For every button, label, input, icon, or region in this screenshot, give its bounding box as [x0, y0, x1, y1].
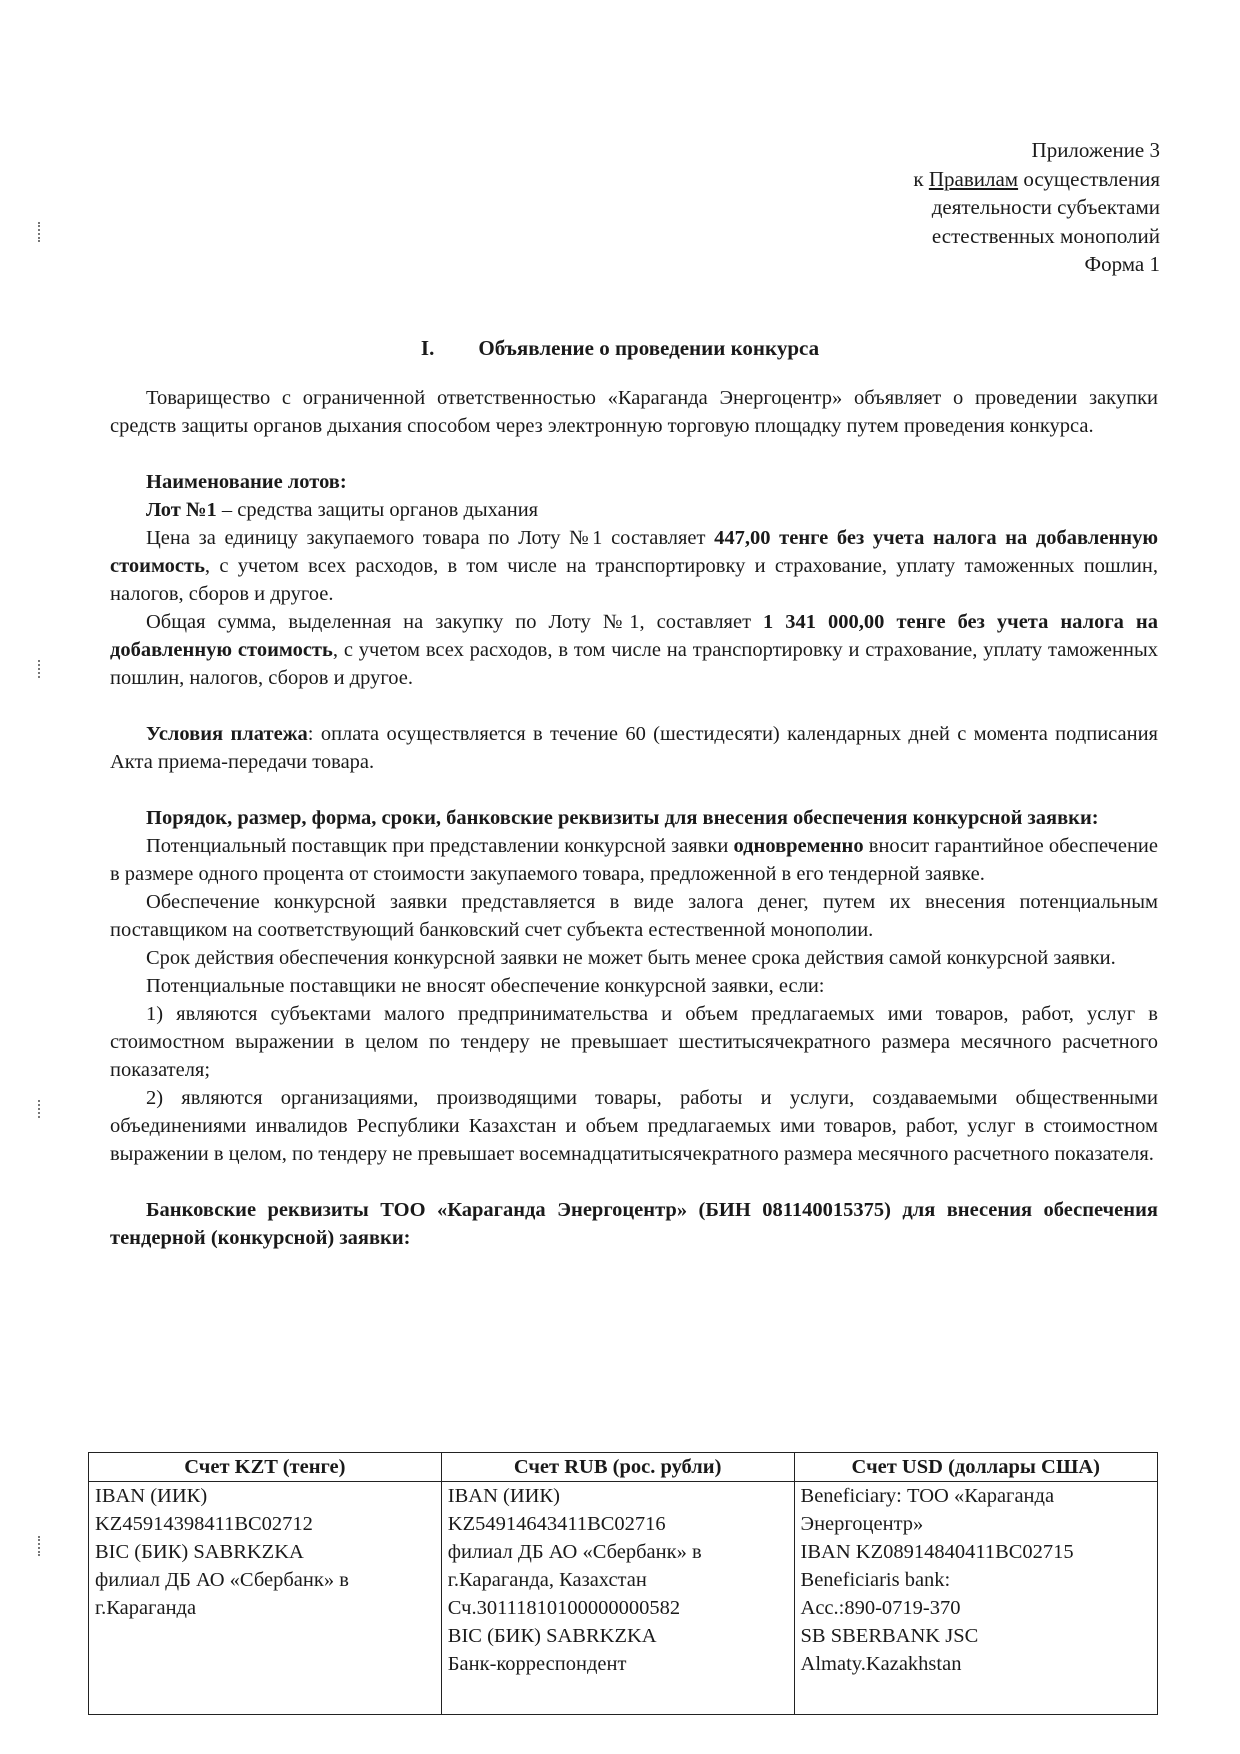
table-header-row — [89, 1453, 1158, 1482]
usd-account-cell: Beneficiary: ТОО «Караганда Энергоцентр» IBAN KZ08914840411BC02715 Beneficiaris bank: Acc.:890-0719-370 SB SBERBANK JSC Almaty.Kazakhstan — [794, 1482, 1157, 1715]
security-paragraph: Потенциальные поставщики не вносят обеспечение конкурсной заявки, если: — [146, 975, 825, 997]
payment-terms-paragraph: Условия платежа: оплата осуществляется в течение 60 (шестидесяти) календарных дней с момента подписания Акта приема-передачи товара. — [110, 723, 1158, 773]
rub-account-cell: IBAN (ИИК) KZ54914643411BC02716 филиал ДБ АО «Сбербанк» в г.Караганда, Казахстан Сч.30111810100000000582 BIC (БИК) SABRKZKA Банк-корреспондент — [441, 1482, 794, 1715]
security-paragraph: Потенциальный поставщик при представлении конкурсной заявки одновременно вносит гарантийное обеспечение в размере одного процента от стоимости закупаемого товара, предложенной в его тендерной заявке. — [110, 835, 1158, 885]
annex-line: Приложение 3 — [1031, 138, 1160, 162]
payment-terms-label: Условия платежа — [146, 723, 308, 745]
section-number: I. — [420, 336, 435, 360]
scan-margin-mark — [38, 1536, 43, 1556]
kzt-account-cell: IBAN (ИИК) KZ45914398411BC02712 BIC (БИК) SABRKZKA филиал ДБ АО «Сбербанк» в г.Караганда — [89, 1482, 442, 1715]
column-header-kzt: Счет KZT (тенге) — [89, 1453, 442, 1482]
rules-link[interactable]: Правилам — [928, 166, 1019, 191]
bank-details-table — [88, 1452, 1158, 1715]
bank-details-title: Банковские реквизиты ТОО «Караганда Энергоцентр» (БИН 081140015375) для внесения обеспечения тендерной (конкурсной) заявки: — [110, 1199, 1158, 1249]
intro-paragraph: Товарищество с ограниченной ответственностью «Караганда Энергоцентр» объявляет о проведении закупки средств защиты органов дыхания способом через электронную торговую площадку путем проведения конкурса. — [110, 387, 1158, 437]
lots-title: Наименование лотов: — [146, 471, 347, 493]
security-paragraph: Обеспечение конкурсной заявки представляется в виде залога денег, путем их внесения потенциальным поставщиком на соответствующий банковский счет субъекта естественной монополии. — [110, 891, 1158, 941]
unit-price-paragraph: Цена за единицу закупаемого товара по Лоту №1 составляет 447,00 тенге без учета налога на добавленную стоимость, с учетом всех расходов, в том числе на транспортировку и страхование, уплату таможенных пошлин, налогов, сборов и другое. — [110, 527, 1158, 605]
annex-line: деятельности субъектами — [931, 195, 1160, 219]
section-title: Объявление о проведении конкурса — [478, 336, 820, 360]
unit-price: 447,00 тенге без учета налога на добавленную стоимость — [110, 527, 1158, 577]
scan-margin-mark — [38, 222, 43, 242]
security-paragraph: Срок действия обеспечения конкурсной заявки не может быть менее срока действия самой конкурсной заявки. — [146, 947, 1116, 969]
total-amount: 1 341 000,00 тенге без учета налога на добавленную стоимость — [110, 611, 1158, 661]
total-amount-paragraph: Общая сумма, выделенная на закупку по Лоту №1, составляет 1 341 000,00 тенге без учета налога на добавленную стоимость, с учетом всех расходов, в том числе на транспортировку и страхование, уплату таможенных пошлин, налогов, сборов и другое. — [110, 611, 1158, 689]
table-row — [89, 1482, 1158, 1715]
annex-line: естественных монополий — [931, 223, 1160, 248]
exemption-item: 1) являются субъектами малого предпринимательства и объем предлагаемых ими товаров, работ, услуг в стоимостном выражении в целом по тендеру не превышает шеститысячекратного размера месячного расчетного показателя; — [110, 1003, 1158, 1081]
annex-block — [913, 136, 1160, 279]
section-heading — [0, 336, 1240, 361]
annex-line: к Правилам осуществления — [913, 166, 1160, 191]
scan-margin-mark — [38, 660, 43, 678]
security-title: Порядок, размер, форма, сроки, банковские реквизиты для внесения обеспечения конкурсной заявки: — [146, 807, 1099, 829]
exemption-item: 2) являются организациями, производящими товары, работы и услуги, создаваемыми общественными объединениями инвалидов Республики Казахстан и объем предлагаемых ими товаров, работ, услуг в стоимостном выражении в целом, по тендеру не превышает восемнадцатитысячекратного размера месячного расчетного показателя. — [110, 1087, 1158, 1165]
column-header-rub: Счет RUB (рос. рубли) — [441, 1453, 794, 1482]
form-number: Форма 1 — [1084, 252, 1160, 276]
scan-margin-mark — [38, 1100, 43, 1118]
lot-line: Лот №1 – средства защиты органов дыхания — [146, 499, 539, 521]
lot-label: Лот №1 — [146, 499, 217, 521]
column-header-usd: Счет USD (доллары США) — [794, 1453, 1157, 1482]
announcement-body — [110, 384, 1158, 1252]
